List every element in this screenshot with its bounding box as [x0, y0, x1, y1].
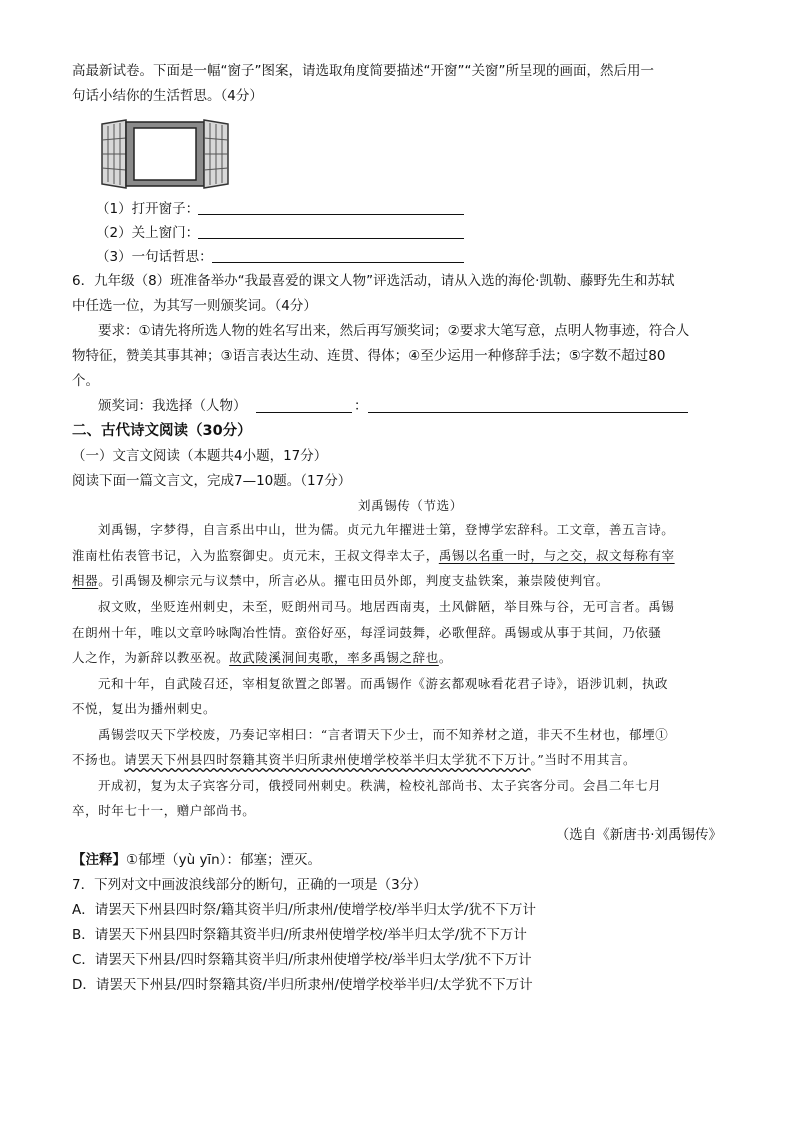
passage-p3a: 元和十年，自武陵召还，宰相复欲置之郎署。而禹锡作《游玄都观咏看花君子诗》，语涉讥刺，执政	[98, 676, 669, 691]
section2-sub1: （一）文言文阅读（本题共4小题，17分）	[72, 448, 328, 464]
passage-p4b-text: 不扬也。	[72, 752, 125, 767]
section2-instruction: 阅读下面一篇文言文，完成7—10题。（17分）	[72, 473, 352, 489]
q7-option-d[interactable]: D．请罢天下州县/四时祭籍其资/半归所隶州/使增学校举半归/太学犹不下万计	[72, 977, 533, 993]
q7-option-c[interactable]: C．请罢天下州县/四时祭籍其资半归/所隶州使增学校/举半归太学/犹不下万计	[72, 952, 532, 968]
passage-p3b: 不悦，复出为播州刺史。	[72, 701, 217, 716]
q6-req3: 个。	[72, 373, 99, 389]
q5-line2: 句话小结你的生活哲思。（4分）	[72, 88, 263, 104]
q7-option-b[interactable]: B．请罢天下州县四时祭籍其资半归/所隶州使增学校/举半归太学/犹不下万计	[72, 927, 527, 943]
q5-line1: 高最新试卷。下面是一幅“窗子”图案，请选取角度简要描述“开窗”“关窗”所呈现的画面，然后用一	[72, 63, 654, 79]
q6-person-line[interactable]	[256, 412, 352, 413]
q7-option-a[interactable]: A．请罢天下州县四时祭/籍其资半归/所隶州/使增学校/举半归太学/犹不下万计	[72, 902, 536, 918]
q5-item1: （1）打开窗子：	[96, 201, 200, 217]
q5-item2: （2）关上窗门：	[96, 225, 200, 241]
q5-answer1-line[interactable]	[198, 214, 464, 215]
q6-award-colon: ：	[354, 398, 368, 414]
passage-wavy-sentence: 请罢天下州县四时祭籍其资半归所隶州使增学校举半归太学犹不下万计	[124, 752, 531, 767]
passage-p1a: 刘禹锡，字梦得，自言系出中山，世为儒。贞元九年擢进士第，登博学宏辞科。工文章，善五言诗。	[98, 522, 675, 537]
passage-p5a: 开成初，复为太子宾客分司，俄授同州刺史。秩满，检校礼部尚书、太子宾客分司。会昌二年七月	[98, 778, 662, 793]
passage-underlined-1: 禹锡以名重一时，与之交，叔文每称有宰	[438, 548, 675, 563]
passage-p1c-text: 。引禹锡及柳宗元与议禁中，所言必从。擢屯田员外郎，判度支盐铁案，兼崇陵使判官。	[98, 573, 610, 588]
note-label: 【注释】	[72, 852, 126, 868]
passage-p2a: 叔文败，坐贬连州刺史，未至，贬朗州司马。地居西南夷，土风僻陋，举目殊与谷，无可言者。禹锡	[98, 599, 675, 614]
passage-p1b	[72, 547, 675, 565]
passage-p2c-text: 人之作，为新辞以教巫祝。	[72, 650, 230, 665]
window-illustration	[100, 118, 230, 190]
q6-line2: 中任选一位，为其写一则颁奖词。（4分）	[72, 298, 317, 314]
q6-award-line[interactable]	[368, 412, 688, 413]
q5-answer2-line[interactable]	[198, 238, 464, 239]
passage-underlined-3: 故武陵溪洞间夷歌，率多禹锡之辞也	[229, 650, 439, 665]
passage-p4b-end: 。”当时不用其言。	[530, 752, 637, 767]
passage-p4b	[72, 751, 636, 769]
passage-p2c	[72, 649, 452, 667]
q5-answer3-line[interactable]	[212, 262, 464, 263]
passage-p2b: 在朗州十年，唯以文章吟咏陶冶性情。蛮俗好巫，每淫词鼓舞，必歌俚辞。禹锡或从事于其间，乃依骚	[72, 625, 662, 640]
q6-line1: 6．九年级（8）班准备举办“我最喜爱的课文人物”评选活动，请从入选的海伦·凯勒、藤野先生和苏轼	[72, 273, 675, 289]
passage-p2c-end: 。	[438, 650, 452, 665]
passage-source: （选自《新唐书·刘禹锡传》	[555, 827, 722, 843]
note	[72, 851, 321, 869]
q6-award-prefix: 颁奖词：我选择（人物）	[98, 398, 247, 414]
passage-underlined-2: 相器	[72, 573, 99, 588]
passage-p4a: 禹锡尝叹天下学校废，乃奏记宰相曰：“言者谓天下少士，而不知养材之道，非天不生材也，郁堙①	[98, 727, 669, 742]
passage-title: 刘禹锡传（节选）	[358, 498, 463, 513]
passage-p1b-text: 淮南杜佑表管书记，入为监察御史。贞元末，王叔文得幸太子，	[72, 548, 439, 563]
section2-heading: 二、古代诗文阅读（30分）	[72, 423, 252, 439]
q5-item3: （3）一句话哲思：	[96, 249, 213, 265]
q6-req1: 要求：①请先将所选人物的姓名写出来，然后再写颁奖词；②要求大笔写意，点明人物事迹，符合人	[98, 323, 690, 339]
q7-stem: 7．下列对文中画波浪线部分的断句，正确的一项是（3分）	[72, 877, 427, 893]
q6-req2: 物特征，赞美其事其神；③语言表达生动、连贯、得体；④至少运用一种修辞手法；⑤字数不超过80	[72, 348, 666, 364]
passage-p5b: 卒，时年七十一，赠户部尚书。	[72, 803, 256, 818]
note-text: ①郁堙（yù yīn）：郁塞；湮灭。	[126, 852, 321, 868]
passage-p1c	[72, 572, 609, 590]
